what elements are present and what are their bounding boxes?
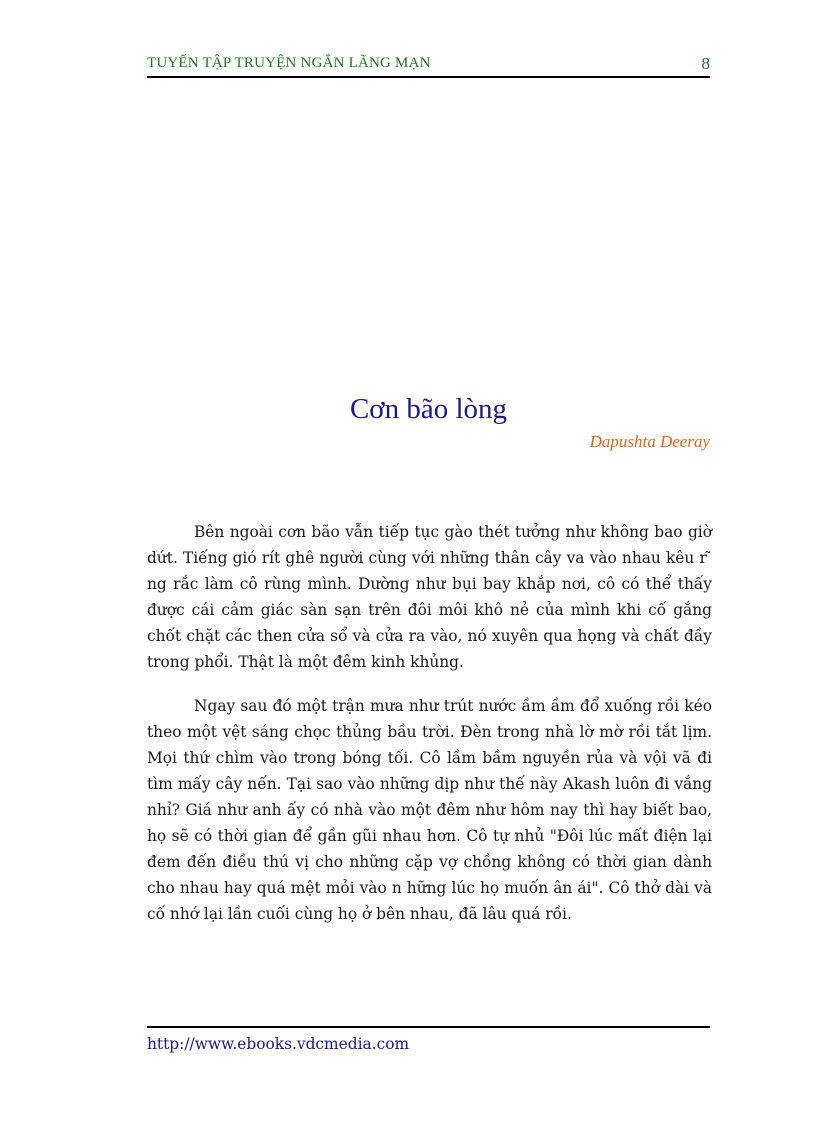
book-title: TUYỂN TẬP TRUYỆN NGẮN LÃNG MẠN: [147, 55, 431, 71]
page-header: [147, 52, 710, 78]
website-link[interactable]: http://www.ebooks.vdcmedia.com: [147, 1035, 410, 1053]
paragraph-2: Ngay sau đó một trận mưa như trút nước ầm ầm đổ xuống rồi kéo theo một vệt sáng chọc thủng bầu trời. Đèn trong nhà lờ mờ rồi tắt lịm. Mọi thứ chìm vào trong bóng tối. Cô lầm bầm nguyền rủa và vội vã đi tìm mấy cây nến. Tại sao vào những dịp như thế này Akash luôn đi vắng nhỉ? Giá như anh ấy có nhà vào một đêm như hôm nay thì hay biết bao, họ sẽ có thời gian để gần gũi nhau hơn. Cô tự nhủ "Đôi lúc mất điện lại đem đến điều thú vị cho những cặp vợ chồng không có thời gian dành cho nhau hay quá mệt mỏi vào n hững lúc họ muốn ân ái". Cô thở dài và cố nhớ lại lần cuối cùng họ ở bên nhau, đã lâu quá rồi.: [147, 697, 712, 923]
story-title: Cơn bão lòng: [349, 393, 508, 425]
story-body: [147, 519, 712, 945]
story-author: Dapushta Deeray: [589, 432, 710, 451]
page-footer: [147, 1026, 710, 1053]
page-number: 8: [701, 54, 710, 73]
paragraph-1: Bên ngoài cơn bão vẫn tiếp tục gào thét tưởng như không bao giờ dứt. Tiếng gió rít ghê người cùng với những thân cây va vào nhau kêu r ̃ ng rắc làm cô rùng mình. Dường như bụi bay khắp nơi, cô có thể thấy được cái cảm giác sàn sạn trên đôi môi khô nẻ của mình khi cố gắng chốt chặt các then cửa sổ và cửa ra vào, nó xuyên qua họng và chất đầy trong phổi. Thật là một đêm kinh khủng.: [147, 523, 712, 671]
